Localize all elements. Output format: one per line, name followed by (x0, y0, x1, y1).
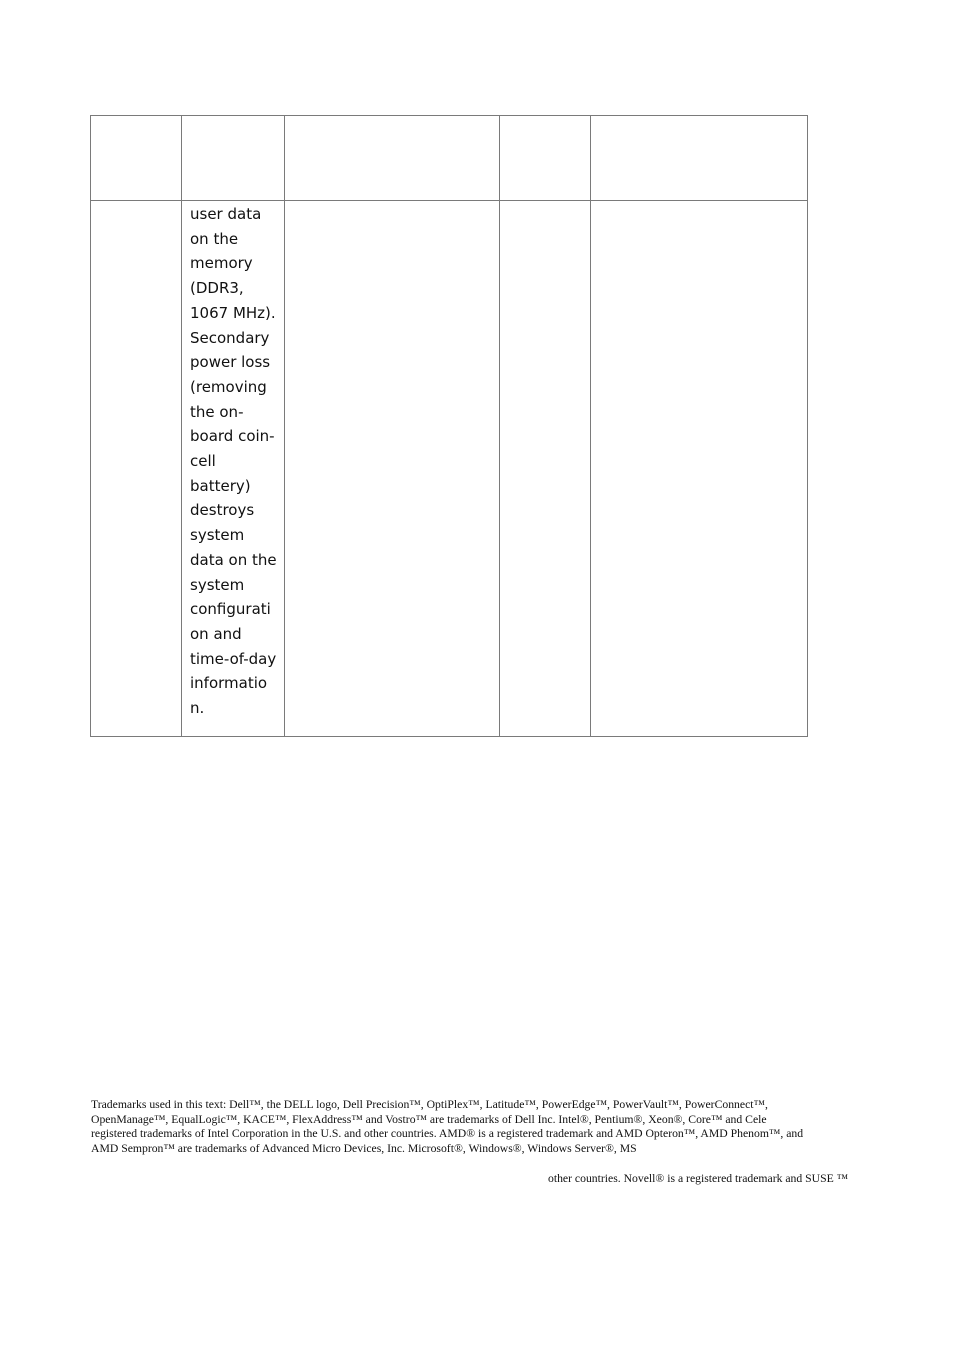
table-cell (91, 201, 182, 737)
trademark-line: OpenManage™, EqualLogic™, KACE™, FlexAddress™ and Vostro™ are trademarks of Dell Inc. Intel®, Pentium®, Xeon®, Core™ and Cele (91, 1112, 767, 1126)
table-cell (500, 116, 591, 201)
description-line: 1067 MHz). (190, 303, 276, 322)
trademark-line: registered trademarks of Intel Corporation in the U.S. and other countries. AMD® is a registered trademark and AMD Opteron™, AMD Phenom™, and (91, 1127, 804, 1141)
description-line: (removing (190, 377, 267, 396)
description-line: power loss (190, 353, 271, 372)
table-cell (91, 116, 182, 201)
description-line: configurati (190, 600, 271, 619)
table-cell (591, 201, 808, 737)
trademark-line: AMD Sempron™ are trademarks of Advanced Micro Devices, Inc. Microsoft®, Windows®, Windows Server®, MS (91, 1141, 637, 1155)
description-line: time-of-day (190, 649, 277, 668)
description-line: (DDR3, (190, 279, 244, 298)
description-line: system (190, 575, 245, 594)
table-cell (500, 201, 591, 737)
description-line: the on- (190, 402, 244, 421)
table-cell (285, 201, 500, 737)
description-line: cell (190, 452, 216, 471)
memory-spec-table (90, 115, 808, 737)
table-row (91, 116, 808, 201)
description-line: on and (190, 624, 242, 643)
table-cell (591, 116, 808, 201)
description-line: data on the (190, 550, 277, 569)
trademark-notice-tail: other countries. Novell® is a registered trademark and SUSE ™ (548, 1172, 849, 1185)
table-cell (285, 116, 500, 201)
description-line: system (190, 526, 245, 545)
description-line: n. (190, 699, 205, 718)
description-line: board coin- (190, 427, 275, 446)
description-text (182, 201, 284, 721)
description-line: memory (190, 254, 253, 273)
trademark-line: Trademarks used in this text: Dell™, the DELL logo, Dell Precision™, OptiPlex™, Latitude™, PowerEdge™, PowerVault™, PowerConnect™, (91, 1098, 768, 1111)
trademark-notice (91, 1098, 891, 1156)
description-line: Secondary (190, 328, 270, 347)
description-line: on the (190, 229, 239, 248)
description-line: battery) (190, 476, 251, 495)
description-line: informatio (190, 674, 268, 693)
description-line: destroys (190, 501, 255, 520)
table-cell (182, 116, 285, 201)
table-cell-description (182, 201, 285, 737)
table-row (91, 201, 808, 737)
description-line: user data (190, 205, 262, 223)
